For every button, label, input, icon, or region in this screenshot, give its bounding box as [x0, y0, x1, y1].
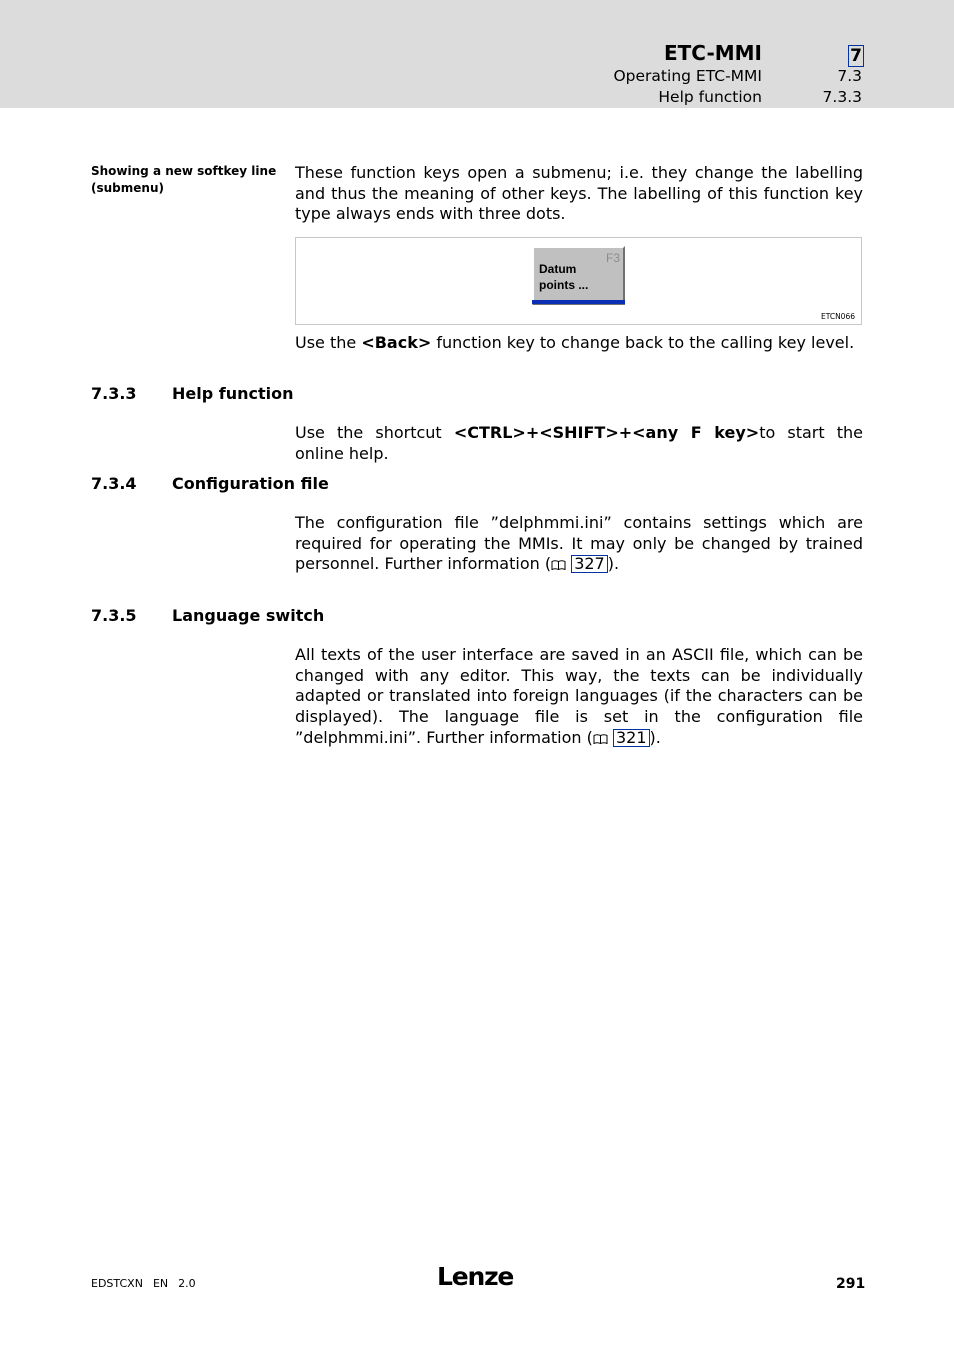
section-title-config: Configuration file	[172, 474, 329, 493]
softkey-label	[539, 261, 588, 293]
softkey-fkey-label: F3	[605, 251, 620, 265]
footer-lang: EN	[152, 1277, 169, 1290]
config-paragraph	[295, 513, 863, 575]
header-title: ETC-MMI	[664, 41, 762, 65]
back-note-post: function key to change back to the calling key level.	[431, 333, 855, 352]
header-band	[0, 0, 954, 108]
page-link-327[interactable]: 327	[571, 555, 608, 573]
softkey-label-line2: points ...	[539, 278, 589, 292]
header-section-label: Operating ETC-MMI	[613, 67, 762, 85]
header-subsection-number: 7.3.3	[822, 88, 862, 106]
footer-doc-code: EDSTCXN	[91, 1277, 143, 1290]
help-pre: Use the shortcut	[295, 423, 454, 442]
chapter-number-link[interactable]: 7	[848, 45, 864, 67]
footer-version: 2.0	[178, 1277, 196, 1290]
section-number-language: 7.3.5	[91, 606, 137, 625]
footer-doc-info	[91, 1277, 206, 1290]
section-title-help: Help function	[172, 384, 294, 403]
margin-heading: Showing a new softkey line (submenu)	[91, 164, 277, 195]
language-text: All texts of the user interface are saved in an ASCII file, which can be changed with any editor. This way, the texts can be individually adapted or translated into foreign languages (if the characters can be displayed). The language file is set in the configuration file ”delphmmi.ini”. Further information (	[295, 645, 863, 747]
section-number-config: 7.3.4	[91, 474, 137, 493]
back-key: <Back>	[361, 333, 432, 352]
section-title-language: Language switch	[172, 606, 325, 625]
book-icon	[593, 734, 608, 744]
language-paragraph	[295, 645, 863, 749]
datum-points-softkey	[532, 246, 625, 305]
back-note-pre: Use the	[295, 333, 362, 352]
language-after: ).	[649, 727, 661, 747]
section-number-help: 7.3.3	[91, 384, 137, 403]
softkey-label-line1: Datum	[539, 262, 577, 276]
header-subsection-label: Help function	[658, 88, 762, 106]
softkey-submenu-bar	[532, 300, 625, 304]
page-number: 291	[836, 1276, 866, 1292]
header-section-number: 7.3	[837, 67, 862, 85]
config-text: The configuration file ”delphmmi.ini” contains settings which are required for operating the MMIs. It may only be changed by trained personnel. Further information (	[295, 513, 863, 574]
lenze-logo: Lenze	[437, 1262, 514, 1291]
help-paragraph	[295, 423, 863, 464]
back-note	[295, 333, 863, 354]
intro-paragraph: These function keys open a submenu; i.e. they change the labelling and thus the meaning of other keys. The labelling of this function key type always ends with three dots.	[295, 163, 863, 224]
softkey-figure	[295, 237, 862, 325]
page-link-321[interactable]: 321	[613, 729, 650, 747]
figure-code: ETCN066	[820, 312, 855, 321]
help-post: to start the online help.	[295, 423, 864, 463]
config-after: ).	[607, 554, 620, 574]
help-shortcut: <CTRL>+<SHIFT>+<any F key>	[453, 423, 760, 442]
book-icon	[551, 560, 566, 570]
